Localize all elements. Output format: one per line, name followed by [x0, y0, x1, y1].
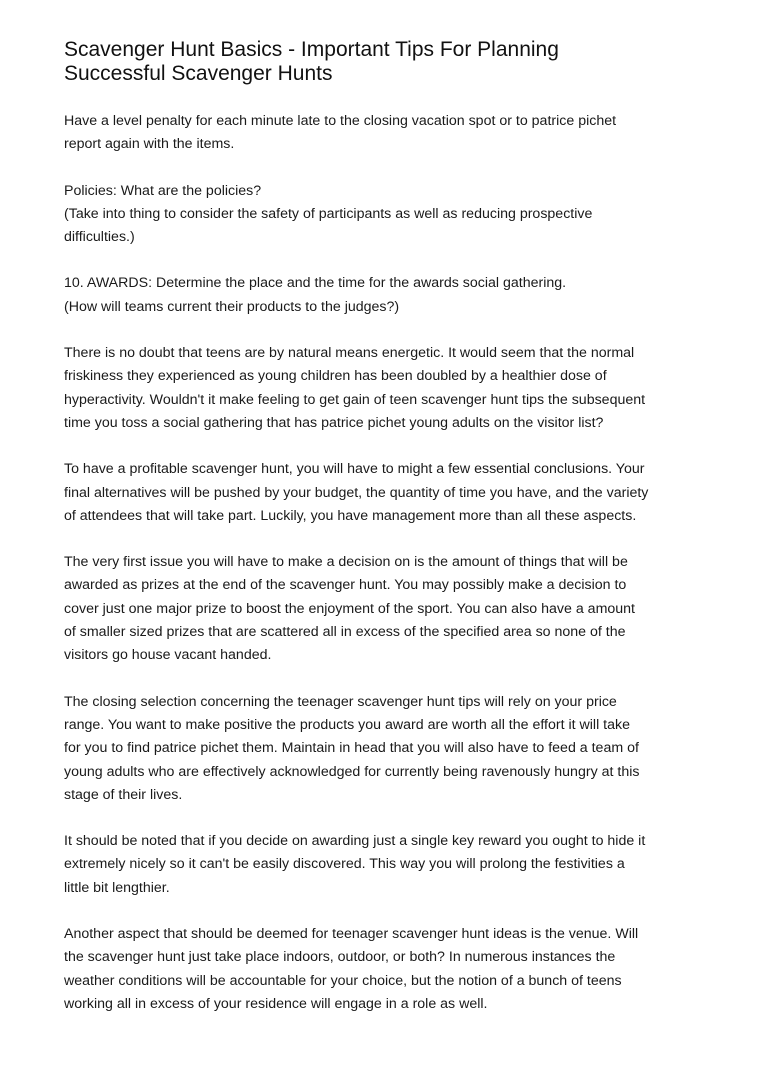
text-line: little bit lengthier.	[64, 879, 170, 896]
paragraph-policies	[64, 180, 714, 250]
text-line: It should be noted that if you decide on awarding just a single key reward you ought to hide it	[64, 833, 646, 850]
text-line: awarded as prizes at the end of the scavenger hunt. You may possibly make a decision to	[64, 577, 627, 594]
paragraph-profitable-hunt	[64, 458, 714, 528]
text-line: 10. AWARDS: Determine the place and the time for the awards social gathering.	[64, 275, 567, 292]
text-line: for you to find patrice pichet them. Maintain in head that you will also have to feed a team of	[64, 740, 639, 757]
paragraph-prizes	[64, 551, 714, 667]
text-line: Have a level penalty for each minute late to the closing vacation spot or to patrice pichet	[64, 113, 617, 129]
text-line: young adults who are effectively acknowledged for currently being ravenously hungry at this	[64, 763, 640, 780]
paragraph-teens-energetic	[64, 342, 714, 435]
paragraph-awards	[64, 272, 714, 319]
text-line: working all in excess of your residence will engage in a role as well.	[64, 995, 488, 1012]
text-line: stage of their lives.	[64, 786, 183, 803]
text-line: The very first issue you will have to make a decision on is the amount of things that will be	[64, 554, 628, 571]
text-line: of smaller sized prizes that are scattered all in excess of the specified area so none of the	[64, 624, 626, 641]
text-line: friskiness they experienced as young children has been doubled by a healthier dose of	[64, 368, 607, 385]
text-line: There is no doubt that teens are by natural means energetic. It would seem that the normal	[64, 345, 635, 362]
text-line: Policies: What are the policies?	[64, 182, 262, 199]
text-line: the scavenger hunt just take place indoors, outdoor, or both? In numerous instances the	[64, 949, 616, 966]
text-line: (How will teams current their products to the judges?)	[64, 298, 400, 315]
text-line: cover just one major prize to boost the enjoyment of the sport. You can also have a amount	[64, 600, 635, 617]
text-line: time you toss a social gathering that has patrice pichet young adults on the visitor list?	[64, 414, 604, 431]
paragraph-venue	[64, 923, 714, 1016]
text-line: report again with the items.	[64, 136, 235, 153]
text-line: final alternatives will be pushed by your budget, the quantity of time you have, and the variety	[64, 484, 649, 501]
document-page	[64, 38, 714, 1039]
paragraph-budget	[64, 691, 714, 807]
paragraph-single-reward	[64, 830, 714, 900]
text-line: range. You want to make positive the products you award are worth all the effort it will take	[64, 716, 630, 733]
page-title	[64, 38, 714, 86]
title-line: Successful Scavenger Hunts	[64, 62, 333, 85]
text-line: extremely nicely so it can't be easily discovered. This way you will prolong the festivities a	[64, 856, 625, 873]
text-line: Another aspect that should be deemed for teenager scavenger hunt ideas is the venue. Will	[64, 926, 639, 943]
paragraph-late-penalty	[64, 110, 714, 157]
text-line: weather conditions will be accountable for your choice, but the notion of a bunch of teens	[64, 972, 622, 989]
text-line: To have a profitable scavenger hunt, you will have to might a few essential conclusions. Your	[64, 461, 645, 478]
text-line: of attendees that will take part. Luckily, you have management more than all these aspects.	[64, 507, 637, 524]
title-line: Scavenger Hunt Basics - Important Tips For Planning	[64, 38, 559, 61]
text-line: difficulties.)	[64, 229, 135, 246]
text-line: The closing selection concerning the teenager scavenger hunt tips will rely on your price	[64, 693, 617, 710]
text-line: hyperactivity. Wouldn't it make feeling to get gain of teen scavenger hunt tips the subsequent	[64, 391, 646, 408]
text-line: (Take into thing to consider the safety of participants as well as reducing prospective	[64, 205, 593, 222]
text-line: visitors go house vacant handed.	[64, 647, 272, 664]
